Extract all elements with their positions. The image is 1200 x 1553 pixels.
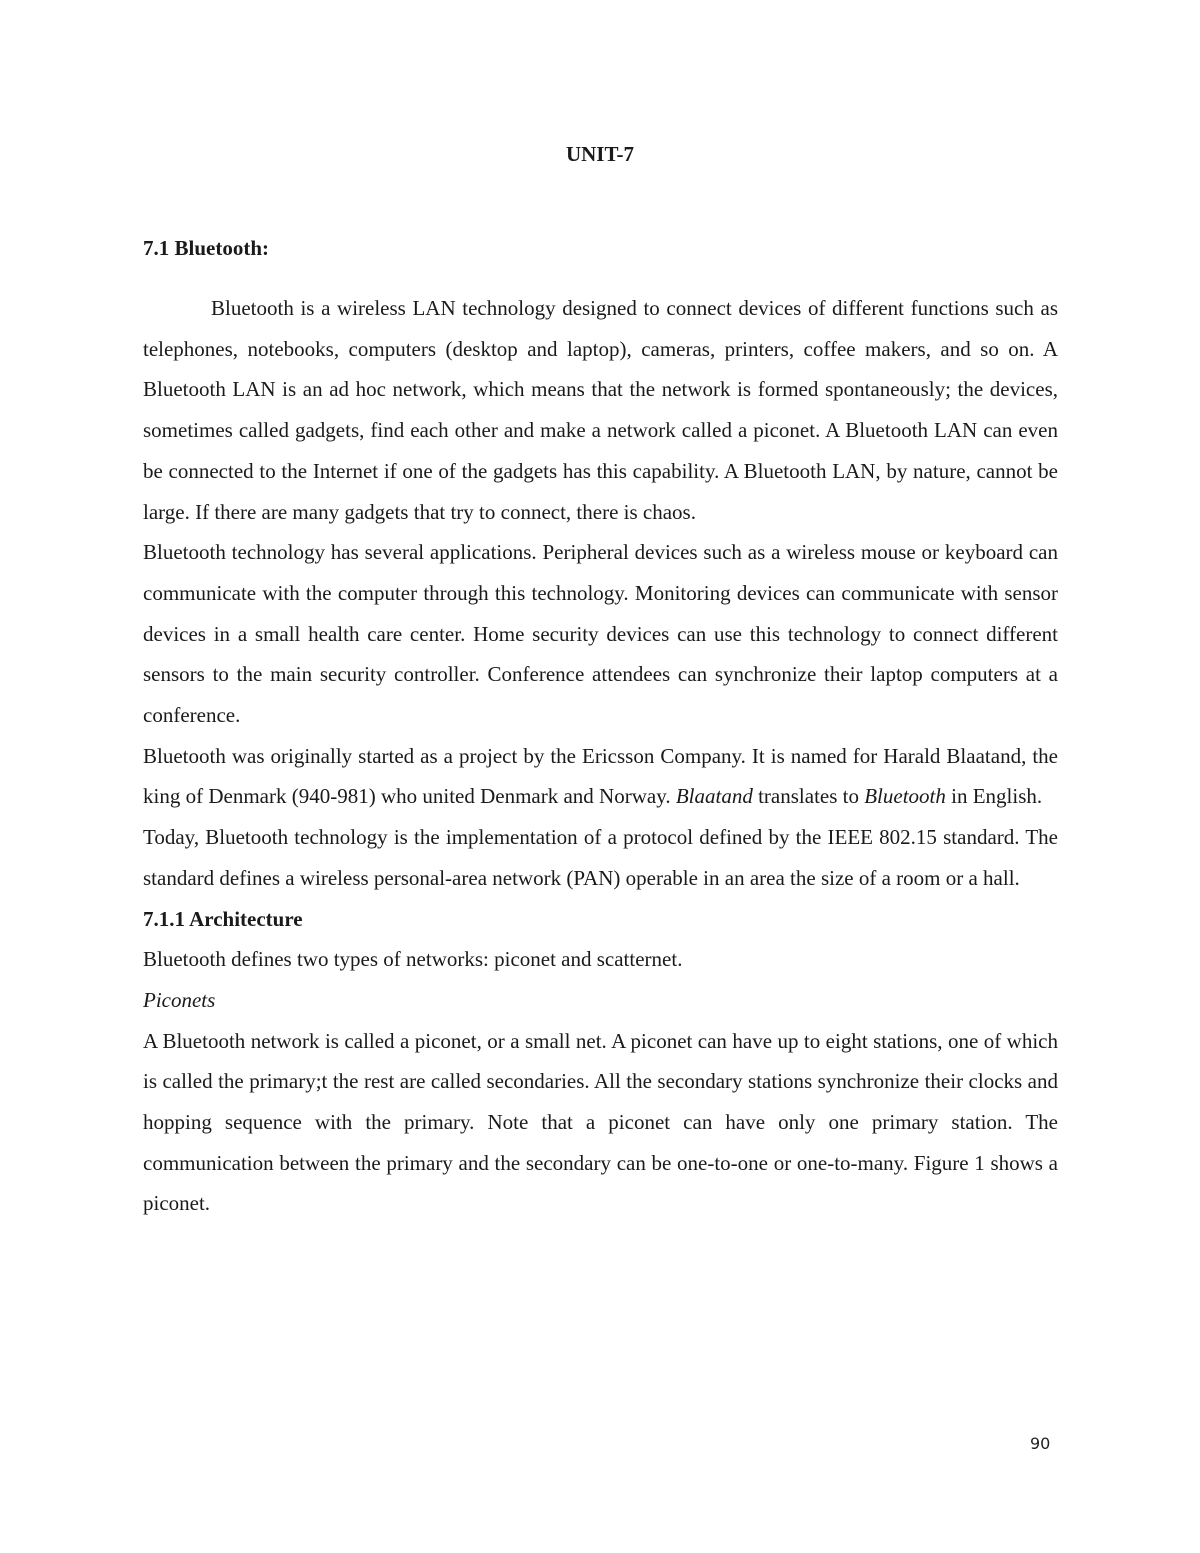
body-text: [143, 288, 1058, 1224]
piconets-heading: Piconets: [143, 987, 216, 1012]
section-heading-bluetooth: 7.1 Bluetooth:: [143, 236, 269, 260]
architecture-intro: Bluetooth defines two types of networks: piconet and scatternet.: [143, 947, 683, 972]
intro-paragraph: Bluetooth is a wireless LAN technology designed to connect devices of different functions such as telephones, notebooks, computers (desktop and laptop), cameras, printers, coffee makers, and so on. A Bluetooth LAN is an ad hoc network, which means that the network is formed spontaneously; the devices, sometimes called gadgets, find each other and make a network called a piconet. A Bluetooth LAN can even be connected to the Internet if one of the gadgets has this capability. A Bluetooth LAN, by nature, cannot be large. If there are many gadgets that try to connect, there is chaos.: [143, 296, 1058, 524]
architecture-heading: 7.1.1 Architecture: [143, 906, 303, 931]
history-text-1: Bluetooth was originally started as a project by the Ericsson Company. It is named for Harald Blaatand, the king of Denmark (940-981) who united Denmark and Norway.: [143, 743, 1058, 809]
history-italic-bluetooth: Bluetooth: [864, 784, 946, 809]
history-paragraph: [143, 736, 1058, 817]
history-italic-blaatand: Blaatand: [675, 784, 753, 809]
standard-paragraph: Today, Bluetooth technology is the implementation of a protocol defined by the IEEE 802.15 standard. The standard defines a wireless personal-area network (PAN) operable in an area the size of a room or a hall.: [143, 825, 1058, 890]
unit-title: UNIT-7: [565, 142, 635, 166]
history-text-3: in English.: [945, 784, 1043, 809]
page-number: 90: [1030, 1434, 1051, 1453]
applications-paragraph: Bluetooth technology has several applications. Peripheral devices such as a wireless mouse or keyboard can communicate with the computer through this technology. Monitoring devices can communicate with sensor devices in a small health care center. Home security devices can use this technology to connect different sensors to the main security controller. Conference attendees can synchronize their laptop computers at a conference.: [143, 540, 1058, 728]
piconets-paragraph: A Bluetooth network is called a piconet, or a small net. A piconet can have up to eight stations, one of which is called the primary;t the rest are called secondaries. All the secondary stations synchronize their clocks and hopping sequence with the primary. Note that a piconet can have only one primary station. The communication between the primary and the secondary can be one-to-one or one-to-many. Figure 1 shows a piconet.: [143, 1028, 1058, 1216]
history-text-2: translates to: [752, 784, 865, 809]
